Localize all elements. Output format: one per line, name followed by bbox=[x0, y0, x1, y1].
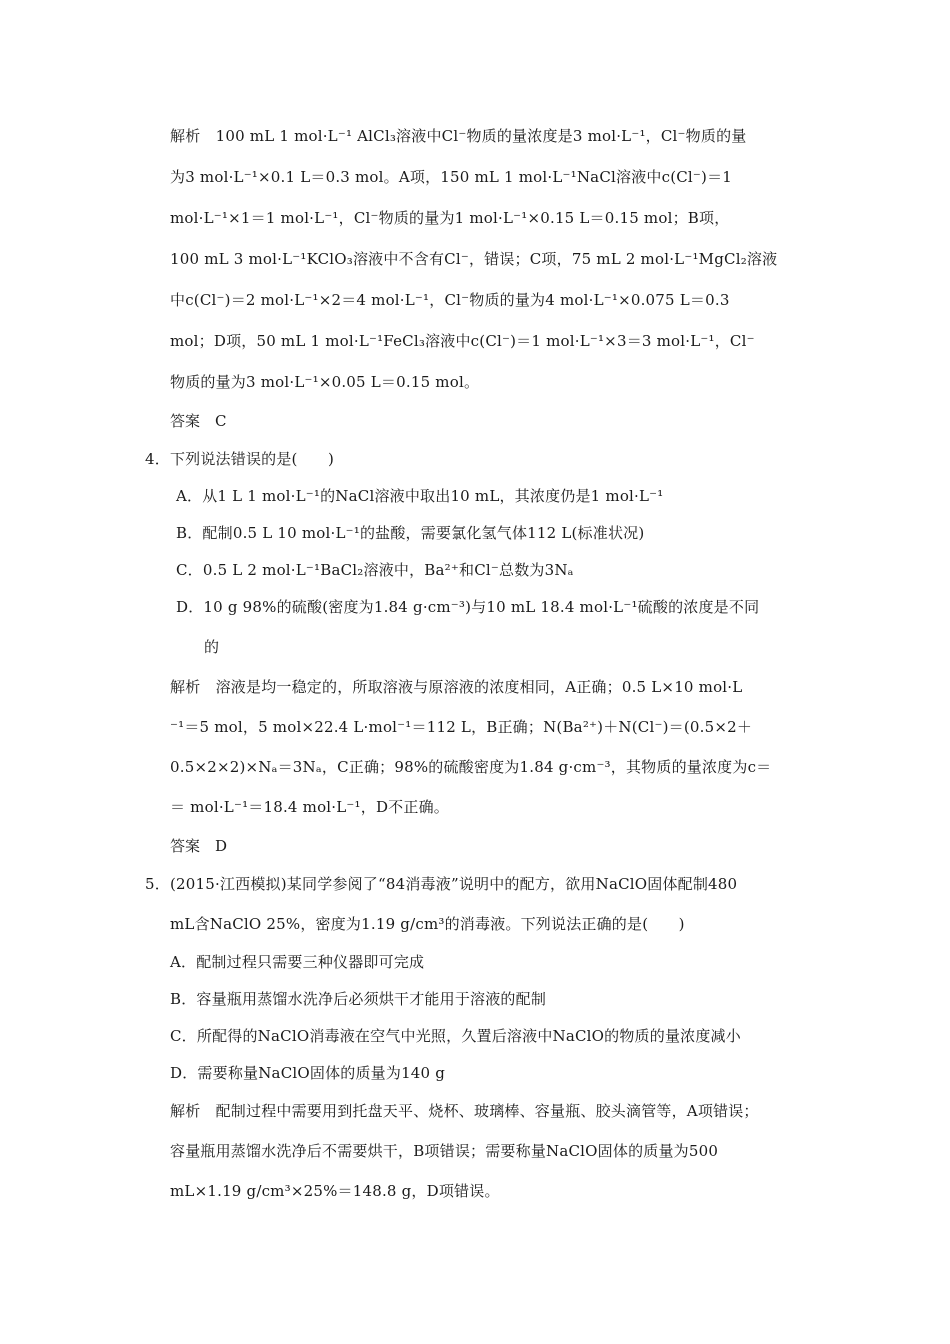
q5-analysis-line-2: 容量瓶用蒸馏水洗净后不需要烘干，B项错误；需要称量NaClO固体的质量为500 bbox=[170, 1142, 719, 1160]
q5-option-c: C．所配得的NaClO消毒液在空气中光照，久置后溶液中NaClO的物质的量浓度减小 bbox=[170, 1027, 741, 1045]
q4-analysis-line-4: ＝ mol·L⁻¹＝18.4 mol·L⁻¹，D不正确。 bbox=[170, 798, 449, 816]
q4-answer: 答案 D bbox=[170, 837, 228, 855]
q3-analysis-line-2: 为3 mol·L⁻¹×0.1 L＝0.3 mol。A项，150 mL 1 mol·L⁻¹NaCl溶液中c(Cl⁻)＝1 bbox=[170, 168, 733, 186]
q5-stem-line-1: 5．(2015·江西模拟)某同学参阅了“84消毒液”说明中的配方，欲用NaClO固体配制480 bbox=[145, 875, 738, 893]
q5-analysis-line-1: 解析 配制过程中需要用到托盘天平、烧杯、玻璃棒、容量瓶、胶头滴管等，A项错误； bbox=[170, 1102, 759, 1120]
q3-analysis-line-4: 100 mL 3 mol·L⁻¹KClO₃溶液中不含有Cl⁻，错误；C项，75 mL 2 mol·L⁻¹MgCl₂溶液 bbox=[170, 250, 778, 268]
q5-analysis-line-3: mL×1.19 g/cm³×25%＝148.8 g，D项错误。 bbox=[170, 1182, 500, 1200]
q4-analysis-line-1: 解析 溶液是均一稳定的，所取溶液与原溶液的浓度相同，A正确；0.5 L×10 mol·L bbox=[170, 678, 743, 696]
q4-option-d: D．10 g 98%的硫酸(密度为1.84 g·cm⁻³)与10 mL 18.4 mol·L⁻¹硫酸的浓度是不同 bbox=[176, 598, 760, 616]
q4-option-d-cont: 的 bbox=[204, 638, 220, 656]
q4-option-b: B．配制0.5 L 10 mol·L⁻¹的盐酸，需要氯化氢气体112 L(标准状况) bbox=[176, 524, 645, 542]
q3-analysis-line-6: mol；D项，50 mL 1 mol·L⁻¹FeCl₃溶液中c(Cl⁻)＝1 mol·L⁻¹×3＝3 mol·L⁻¹，Cl⁻ bbox=[170, 332, 755, 350]
q5-option-d: D．需要称量NaClO固体的质量为140 g bbox=[170, 1064, 446, 1082]
q3-answer: 答案 C bbox=[170, 412, 227, 430]
q3-analysis-line-5: 中c(Cl⁻)＝2 mol·L⁻¹×2＝4 mol·L⁻¹，Cl⁻物质的量为4 mol·L⁻¹×0.075 L＝0.3 bbox=[170, 291, 730, 309]
q4-analysis-line-2: ⁻¹＝5 mol，5 mol×22.4 L·mol⁻¹＝112 L，B正确；N(Ba²⁺)＋N(Cl⁻)＝(0.5×2＋ bbox=[170, 718, 753, 736]
q5-option-b: B．容量瓶用蒸馏水洗净后必须烘干才能用于溶液的配制 bbox=[170, 990, 547, 1008]
q4-stem: 4．下列说法错误的是( ) bbox=[145, 450, 335, 468]
q3-analysis-line-3: mol·L⁻¹×1＝1 mol·L⁻¹，Cl⁻物质的量为1 mol·L⁻¹×0.15 L＝0.15 mol；B项， bbox=[170, 209, 730, 227]
q5-option-a: A．配制过程只需要三种仪器即可完成 bbox=[170, 953, 425, 971]
q5-stem-line-2: mL含NaClO 25%，密度为1.19 g/cm³的消毒液。下列说法正确的是( ) bbox=[170, 915, 685, 933]
q4-analysis-line-3: 0.5×2×2)×Nₐ＝3Nₐ，C正确；98%的硫酸密度为1.84 g·cm⁻³，其物质的量浓度为c＝ bbox=[170, 758, 772, 776]
q3-analysis-line-7: 物质的量为3 mol·L⁻¹×0.05 L＝0.15 mol。 bbox=[170, 373, 480, 391]
q4-option-c: C．0.5 L 2 mol·L⁻¹BaCl₂溶液中，Ba²⁺和Cl⁻总数为3Nₐ bbox=[176, 561, 574, 579]
q3-analysis-line-1: 解析 100 mL 1 mol·L⁻¹ AlCl₃溶液中Cl⁻物质的量浓度是3 mol·L⁻¹，Cl⁻物质的量 bbox=[170, 127, 747, 145]
q4-option-a: A．从1 L 1 mol·L⁻¹的NaCl溶液中取出10 mL，其浓度仍是1 mol·L⁻¹ bbox=[176, 487, 664, 505]
